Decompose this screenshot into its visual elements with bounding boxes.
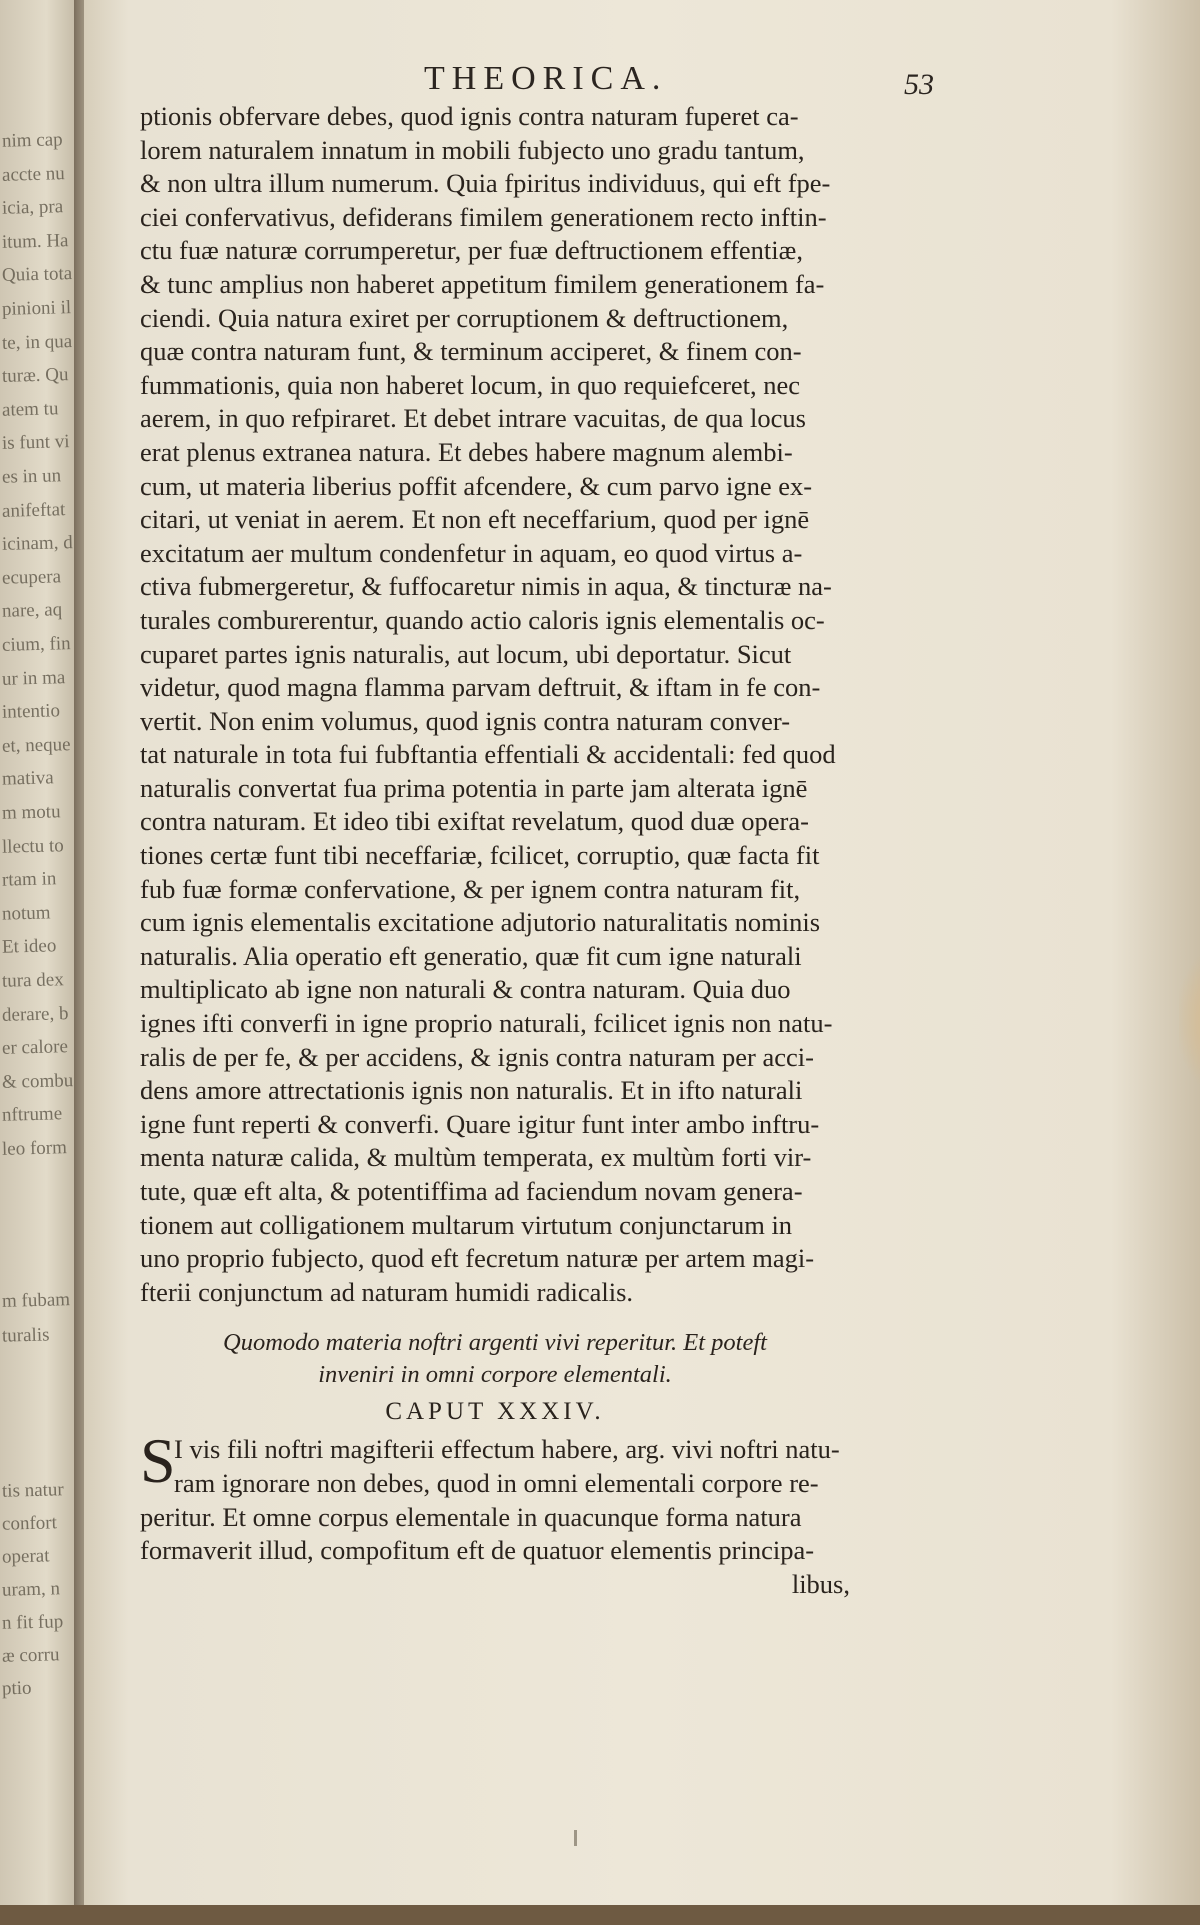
main-text-block bbox=[140, 100, 850, 1601]
text-line: cuparet partes ignis naturalis, aut locum, ubi deportatur. Sicut bbox=[140, 638, 792, 669]
bleed-text-line: er calore bbox=[1, 1036, 69, 1060]
bleed-text-line: es in un bbox=[1, 465, 62, 488]
text-line: ctu fuæ naturæ corrumperetur, per fuæ deftructionem effentiæ, bbox=[140, 235, 803, 266]
bleed-text-line: m fubam bbox=[1, 1289, 71, 1312]
bleed-text-line: ur in ma bbox=[1, 666, 66, 690]
running-head-title: THEORICA. bbox=[424, 60, 668, 97]
text-line: I vis fili noftri magifterii effectum habere, arg. vivi noftri natu- bbox=[174, 1434, 840, 1465]
text-line: tute, quæ eft alta, & potentiffima ad faciendum novam genera- bbox=[140, 1176, 803, 1206]
bleed-text-line: ptio bbox=[1, 1677, 32, 1700]
bleed-text-line: intentio bbox=[1, 700, 61, 723]
bleed-text-line: te, in qua bbox=[1, 330, 73, 354]
chapter-lines bbox=[140, 1433, 850, 1601]
text-line: excitatum aer multum condenfetur in aquam, eo quod virtus a- bbox=[140, 537, 803, 568]
bleed-text-line: atem tu bbox=[1, 398, 59, 421]
text-line: uno proprio fubjecto, quod eft fecretum naturæ per artem magi- bbox=[140, 1243, 815, 1274]
bleed-text-line: ecupera bbox=[1, 566, 62, 589]
bleed-text-line: nim cap bbox=[1, 129, 63, 152]
bleed-text-line: is funt vi bbox=[1, 431, 70, 455]
text-line: tat naturale in tota fui fubftantia effentiali & accidentali: fed quod bbox=[140, 739, 836, 770]
body-paragraph bbox=[140, 100, 850, 1309]
bleed-text-line: mativa bbox=[1, 767, 54, 791]
text-line: igne funt reperti & converfi. Quare igitur funt inter ambo inftru- bbox=[140, 1108, 820, 1139]
text-line: ciei confervativus, defiderans fimilem generationem recto inftin- bbox=[140, 201, 827, 232]
text-line: naturalis. Alia operatio eft generatio, quæ fit cum igne naturali bbox=[140, 940, 802, 971]
bleed-text-line: accte nu bbox=[1, 162, 66, 186]
bleed-text-line: icinam, d bbox=[1, 532, 73, 556]
chapter-heading-line: Quomodo materia noftri argenti vivi reperitur. Et poteft bbox=[223, 1329, 767, 1357]
text-line: & tunc amplius non haberet appetitum fimilem generationem fa- bbox=[140, 268, 825, 299]
bleed-text-line: turæ. Qu bbox=[1, 364, 69, 388]
text-line: ralis de per fe, & per accidens, & ignis contra naturam per acci- bbox=[140, 1041, 814, 1072]
text-line: peritur. Et omne corpus elementale in quacunque forma natura bbox=[140, 1501, 802, 1532]
chapter-heading-line: inveniri in omni corpore elementali. bbox=[318, 1361, 672, 1389]
bleed-text-line: itum. Ha bbox=[1, 229, 69, 253]
bleed-text-line: tis natur bbox=[1, 1479, 65, 1502]
text-line: tionem aut colligationem multarum virtutum conjunctarum in bbox=[140, 1209, 793, 1240]
bleed-text-line: confort bbox=[1, 1512, 58, 1535]
bleed-text-line: Quia tota bbox=[1, 263, 73, 287]
running-head bbox=[84, 60, 1200, 100]
bleed-text-line: icia, pra bbox=[1, 196, 64, 219]
text-line: multiplicato ab igne non naturali & contra naturam. Quia duo bbox=[140, 974, 791, 1005]
text-line: dens amore attrectationis ignis non naturalis. Et in ifto naturali bbox=[140, 1075, 803, 1106]
bleed-text-line: llectu to bbox=[1, 834, 64, 858]
paper-stain bbox=[1179, 935, 1200, 1105]
text-line: fub fuæ formæ confervatione, & per ignem contra naturam fit, bbox=[140, 873, 801, 904]
bleed-text-line: turalis bbox=[1, 1324, 50, 1347]
book-page bbox=[84, 0, 1200, 1925]
text-line: contra naturam. Et ideo tibi exiftat revelatum, quod duæ opera- bbox=[140, 806, 809, 837]
text-line: cum ignis elementalis excitatione adjutorio naturalitatis nominis bbox=[140, 907, 821, 938]
text-line: & non ultra illum numerum. Quia fpiritus individuus, qui eft fpe- bbox=[140, 168, 831, 199]
text-line: fummationis, quia non haberet locum, in quo requiefceret, nec bbox=[140, 369, 801, 400]
bleed-text-line: nare, aq bbox=[1, 599, 63, 623]
bleed-text-line: æ corru bbox=[1, 1644, 60, 1667]
text-line: vertit. Non enim volumus, quod ignis contra naturam conver- bbox=[140, 705, 791, 736]
text-line: citari, ut veniat in aerem. Et non eft neceffarium, quod per ignē bbox=[140, 504, 810, 535]
text-line: ram ignorare non debes, quod in omni elementali corpore re- bbox=[174, 1467, 819, 1498]
ink-mark bbox=[574, 1830, 577, 1846]
text-line: naturalis convertat fua prima potentia in parte jam alterata ignē bbox=[140, 772, 808, 803]
bleed-text-line: et, neque bbox=[1, 733, 71, 757]
page-number: 53 bbox=[904, 68, 934, 101]
bleed-text-line: tura dex bbox=[1, 969, 64, 992]
bleed-text-line: operat bbox=[1, 1545, 50, 1568]
text-line: formaverit illud, compofitum eft de quatuor elementis principa- bbox=[140, 1535, 815, 1566]
bleed-text-line: n fit fup bbox=[1, 1611, 64, 1634]
bleed-text-line: anifeftat bbox=[1, 498, 66, 522]
book-bottom-edge bbox=[0, 1905, 1200, 1925]
chapter-heading bbox=[140, 1327, 850, 1391]
text-line: menta naturæ calida, & multùm temperata, ex multùm forti vir- bbox=[140, 1142, 812, 1173]
text-line: ciendi. Quia natura exiret per corruptionem & deftructionem, bbox=[140, 302, 789, 333]
text-line: quæ contra naturam funt, & terminum acciperet, & finem con- bbox=[140, 336, 802, 367]
bleed-text-line: & combu bbox=[1, 1069, 74, 1093]
left-facing-page bbox=[0, 0, 84, 1925]
chapter-number: CAPUT XXXIV. bbox=[385, 1398, 605, 1426]
chapter-paragraph bbox=[140, 1425, 850, 1601]
text-line: cum, ut materia liberius poffit afcendere, & cum parvo igne ex- bbox=[140, 470, 813, 501]
text-line: ctiva fubmergeretur, & fuffocaretur nimis in aqua, & tincturæ na- bbox=[140, 571, 832, 602]
text-line: ignes ifti converfi in igne proprio naturali, fcilicet ignis non natu- bbox=[140, 1008, 833, 1039]
text-line: turales comburerentur, quando actio caloris ignis elementalis oc- bbox=[140, 604, 825, 635]
bleed-text-line: leo form bbox=[1, 1137, 68, 1160]
bleed-text-line: derare, b bbox=[1, 1002, 69, 1026]
bleed-text-line: cium, fin bbox=[1, 633, 71, 656]
bleed-text-line: notum bbox=[1, 902, 51, 925]
text-line: lorem naturalem innatum in mobili fubjecto uno gradu tantum, bbox=[140, 134, 805, 165]
text-line: videtur, quod magna flamma parvam deftruit, & iftam in fe con- bbox=[140, 672, 821, 703]
text-line: ptionis obfervare debes, quod ignis contra naturam fuperet ca- bbox=[140, 101, 799, 131]
text-line: tiones certæ funt tibi neceffariæ, fcilicet, corruptio, quæ facta fit bbox=[140, 840, 820, 871]
text-line: libus, bbox=[791, 1568, 850, 1599]
bleed-text-line: nftrume bbox=[1, 1103, 63, 1127]
drop-cap: S bbox=[140, 1425, 176, 1497]
bleed-text-line: m motu bbox=[1, 801, 61, 824]
bleed-text-line: pinioni il bbox=[1, 297, 72, 320]
text-line: erat plenus extranea natura. Et debes habere magnum alembi- bbox=[140, 436, 793, 467]
bleed-text-line: rtam in bbox=[1, 868, 57, 891]
bleed-text-line: uram, n bbox=[1, 1578, 61, 1601]
bleed-text-line: Et ideo bbox=[1, 935, 57, 959]
text-line: aerem, in quo refpiraret. Et debet intrare vacuitas, de qua locus bbox=[140, 403, 806, 434]
text-line: fterii conjunctum ad naturam humidi radicalis. bbox=[140, 1276, 634, 1307]
